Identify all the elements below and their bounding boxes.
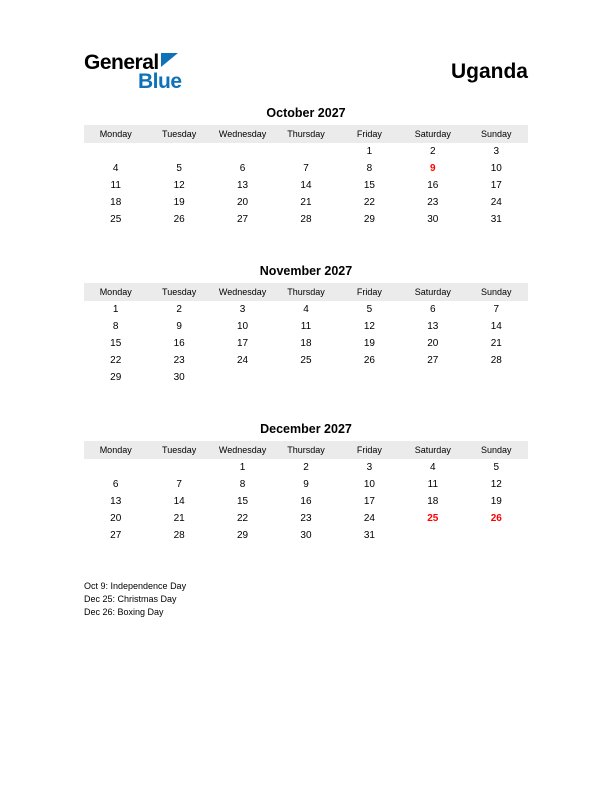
weekday-header: Thursday [274,441,337,459]
calendars [84,106,528,544]
day-cell: 10 [236,321,249,332]
weekday-header: Sunday [465,441,528,459]
week-row [84,194,528,211]
week-row [84,211,528,228]
day-cell: 31 [363,530,375,541]
weekday-header: Sunday [465,125,528,143]
week-row [84,459,528,476]
day-cell: 15 [110,338,122,349]
empty-cell [338,369,401,386]
month-table [84,283,528,386]
flag-icon [161,53,178,67]
weekday-header: Thursday [274,125,337,143]
day-cell: 6 [112,479,119,490]
empty-cell [274,369,337,386]
day-cell: 13 [110,496,122,507]
day-cell: 28 [490,355,502,366]
day-cell: 9 [430,163,436,174]
day-cell: 9 [176,321,182,332]
day-cell: 15 [363,180,375,191]
weekday-header: Tuesday [147,125,210,143]
month-table [84,441,528,544]
day-cell: 18 [300,338,312,349]
weekday-header: Friday [338,283,401,301]
week-row [84,177,528,194]
weekday-header: Saturday [401,441,464,459]
month-calendar-october [84,106,528,228]
day-cell: 5 [493,462,500,473]
day-cell: 22 [363,197,375,208]
day-cell: 20 [110,513,122,524]
day-cell: 31 [490,214,502,225]
day-cell: 11 [427,479,439,490]
holiday-note: Oct 9: Independence Day [84,581,187,591]
day-cell: 5 [366,304,373,315]
day-cell: 12 [363,321,375,332]
day-cell: 3 [493,146,500,157]
empty-cell [465,369,528,386]
day-cell: 9 [303,479,309,490]
day-cell: 26 [173,214,185,225]
month-title: October 2027 [266,106,346,120]
month-title: November 2027 [259,264,353,278]
weekday-header: Tuesday [147,441,210,459]
day-cell: 13 [427,321,439,332]
day-cell: 23 [300,513,312,524]
day-cell: 17 [490,180,502,191]
empty-cell [147,143,210,160]
day-cell: 29 [363,214,375,225]
empty-cell [84,459,147,476]
day-cell: 22 [110,355,122,366]
weekday-header-row [84,283,528,301]
month-title: December 2027 [260,422,352,436]
weekday-header-row [84,441,528,459]
empty-cell [147,459,210,476]
day-cell: 3 [366,462,373,473]
weekday-header: Friday [338,125,401,143]
day-cell: 27 [236,214,249,225]
weekday-header: Saturday [401,283,464,301]
day-cell: 4 [112,163,119,174]
logo-text-general: General [84,51,159,74]
week-row [84,301,528,318]
week-row [84,510,528,527]
day-cell: 16 [427,180,439,191]
day-cell: 14 [490,321,502,332]
day-cell: 25 [110,214,122,225]
holiday-note: Dec 25: Christmas Day [84,594,177,604]
day-cell: 19 [173,197,185,208]
day-cell: 1 [239,462,246,473]
week-row [84,335,528,352]
weekday-header: Tuesday [147,283,210,301]
day-cell: 20 [236,197,249,208]
day-cell: 25 [427,513,439,524]
day-cell: 10 [490,163,502,174]
general-blue-logo [84,52,182,92]
day-cell: 18 [427,496,439,507]
weekday-header: Monday [84,441,147,459]
day-cell: 21 [490,338,502,349]
country-title: Uganda [450,60,528,83]
holiday-note: Dec 26: Boxing Day [84,607,164,617]
day-cell: 22 [236,513,249,524]
day-cell: 21 [300,197,312,208]
empty-cell [465,527,528,544]
day-cell: 27 [110,530,122,541]
day-cell: 23 [427,197,439,208]
month-calendar-november [84,264,528,386]
weekday-header: Thursday [274,283,337,301]
day-cell: 25 [300,355,312,366]
day-cell: 13 [236,180,249,191]
week-row [84,318,528,335]
day-cell: 20 [427,338,439,349]
day-cell: 1 [112,304,119,315]
day-cell: 4 [303,304,309,315]
weekday-header: Sunday [465,283,528,301]
day-cell: 7 [493,304,500,315]
page-header [84,52,528,92]
logo-text-blue: Blue [138,70,182,93]
weekday-header: Monday [84,283,147,301]
day-cell: 30 [173,372,185,383]
day-cell: 7 [303,163,309,174]
empty-cell [401,527,464,544]
day-cell: 24 [363,513,375,524]
day-cell: 12 [490,479,502,490]
week-row [84,352,528,369]
day-cell: 10 [363,479,375,490]
day-cell: 15 [236,496,249,507]
day-cell: 18 [110,197,122,208]
day-cell: 28 [300,214,312,225]
day-cell: 26 [490,513,502,524]
day-cell: 2 [303,462,309,473]
day-cell: 12 [173,180,185,191]
weekday-header: Wednesday [211,441,274,459]
day-cell: 16 [173,338,185,349]
day-cell: 19 [363,338,375,349]
day-cell: 30 [300,530,312,541]
day-cell: 2 [176,304,182,315]
day-cell: 6 [239,163,246,174]
day-cell: 27 [427,355,439,366]
empty-cell [84,143,147,160]
weekday-header-row [84,125,528,143]
day-cell: 17 [236,338,249,349]
day-cell: 6 [430,304,436,315]
week-row [84,160,528,177]
day-cell: 14 [173,496,185,507]
day-cell: 14 [300,180,312,191]
empty-cell [401,369,464,386]
day-cell: 7 [176,479,182,490]
day-cell: 29 [236,530,249,541]
empty-cell [211,143,274,160]
empty-cell [274,143,337,160]
week-row [84,527,528,544]
weekday-header: Monday [84,125,147,143]
day-cell: 11 [110,180,121,191]
month-table [84,125,528,228]
day-cell: 24 [236,355,249,366]
day-cell: 24 [490,197,502,208]
weekday-header: Friday [338,441,401,459]
day-cell: 5 [176,163,182,174]
day-cell: 26 [363,355,375,366]
day-cell: 28 [173,530,185,541]
holiday-notes [84,580,528,619]
day-cell: 23 [173,355,185,366]
month-calendar-december [84,422,528,544]
day-cell: 8 [366,163,373,174]
day-cell: 30 [427,214,439,225]
day-cell: 16 [300,496,312,507]
week-row [84,143,528,160]
empty-cell [211,369,274,386]
day-cell: 19 [490,496,502,507]
week-row [84,493,528,510]
day-cell: 1 [366,146,373,157]
day-cell: 8 [239,479,246,490]
week-row [84,369,528,386]
day-cell: 8 [112,321,119,332]
day-cell: 4 [430,462,436,473]
weekday-header: Wednesday [211,125,274,143]
day-cell: 21 [173,513,185,524]
day-cell: 2 [430,146,436,157]
day-cell: 3 [239,304,246,315]
weekday-header: Wednesday [211,283,274,301]
week-row [84,476,528,493]
weekday-header: Saturday [401,125,464,143]
day-cell: 11 [300,321,312,332]
day-cell: 17 [363,496,375,507]
day-cell: 29 [110,372,122,383]
